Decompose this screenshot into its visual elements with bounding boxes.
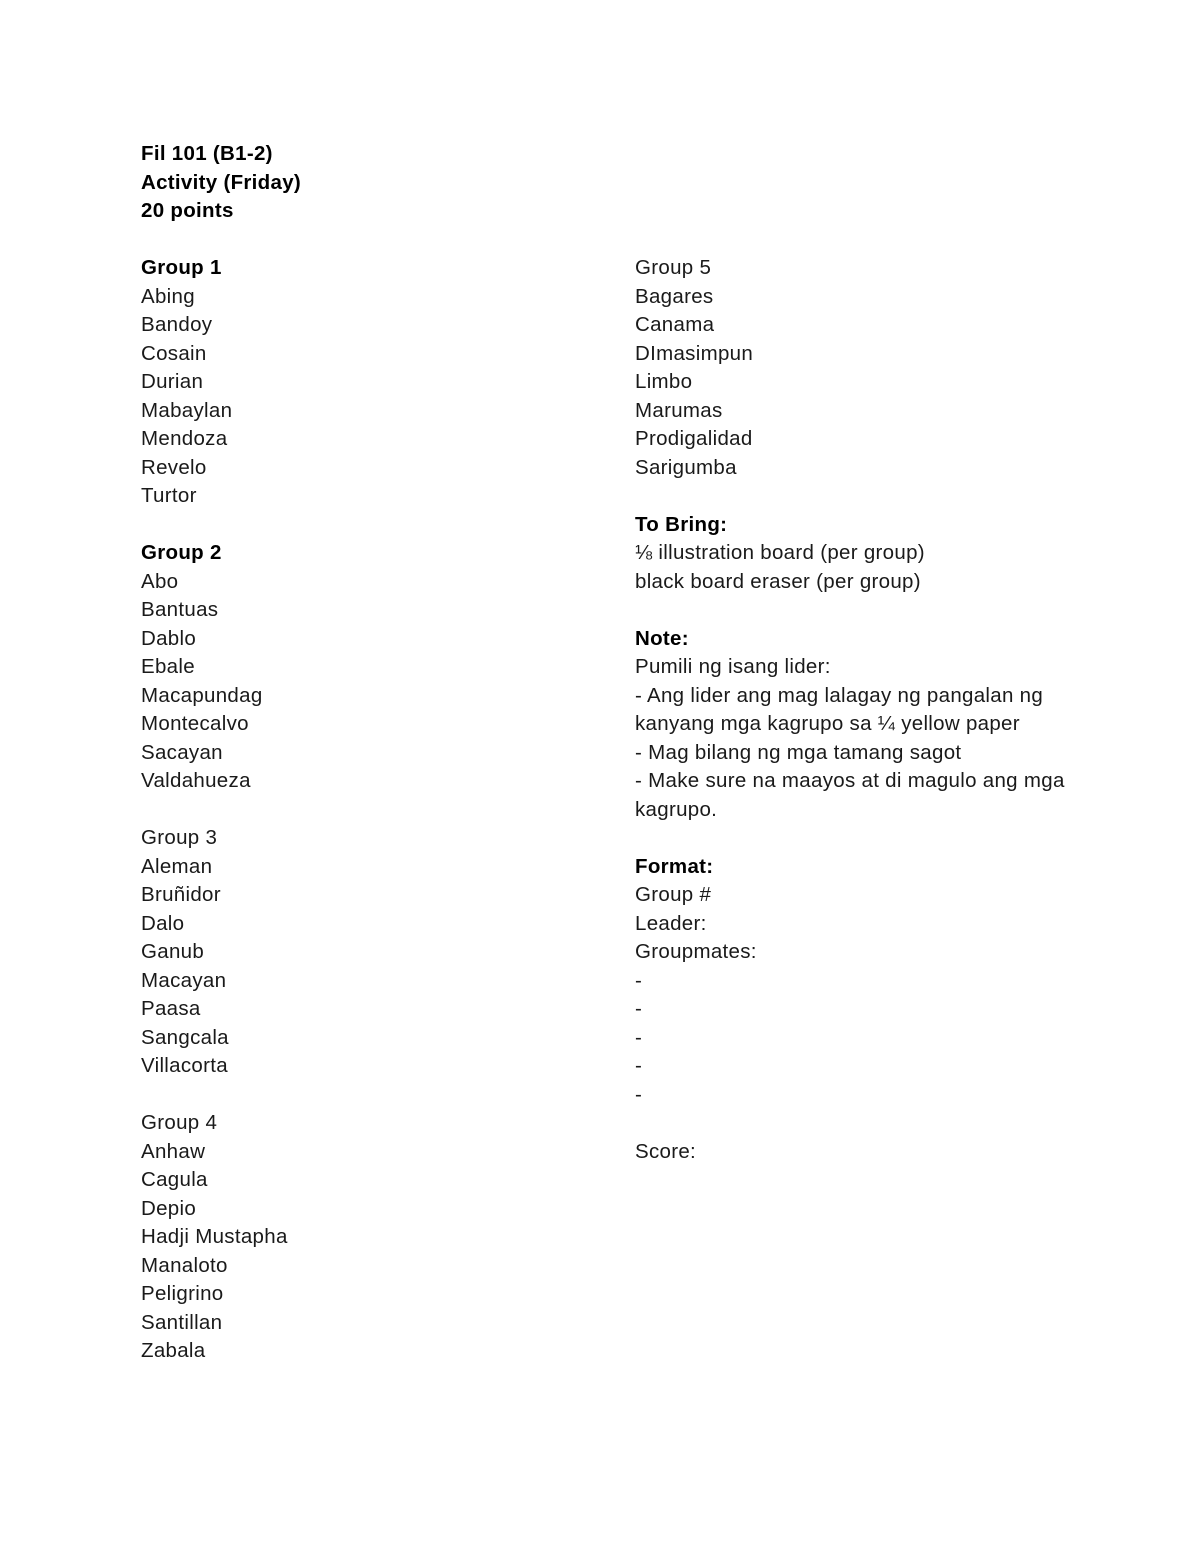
member-name: Canama (635, 313, 715, 336)
member-name: Villacorta (141, 1054, 228, 1077)
note-item: - Ang lider ang mag lalagay ng pangalan ng kanyang mga kagrupo sa ¼ yellow paper (635, 683, 1044, 735)
member-name: Ganub (141, 940, 205, 963)
activity-title: Activity (Friday) (141, 170, 302, 194)
group-5-section (635, 254, 1085, 482)
member-name: DImasimpun (635, 341, 754, 365)
member-name: Revelo (141, 455, 207, 479)
member-name: Aleman (141, 854, 213, 878)
to-bring-title: To Bring: (635, 512, 728, 536)
member-name: Dalo (141, 911, 185, 935)
to-bring-item: ⅛ illustration board (per group) (635, 541, 925, 564)
spacer (141, 226, 581, 255)
note-item: - Make sure na maayos at di magulo ang mga kagrupo. (635, 769, 1065, 821)
group-4-section (141, 1109, 581, 1366)
member-name: Limbo (635, 370, 693, 393)
group-title: Group 5 (635, 256, 712, 279)
member-name: Sarigumba (635, 455, 737, 479)
member-name: Dablo (141, 626, 197, 650)
member-name: Bandoy (141, 313, 213, 336)
member-name: Macayan (141, 968, 227, 992)
score-label: Score: (635, 1139, 697, 1163)
member-name: Bagares (635, 284, 714, 308)
format-dash: - (635, 997, 643, 1020)
member-name: Cagula (141, 1168, 208, 1191)
group-3-section (141, 824, 581, 1081)
note-title: Note: (635, 626, 689, 650)
member-name: Abo (141, 569, 179, 593)
group-title: Group 3 (141, 826, 218, 849)
format-line: Groupmates: (635, 940, 757, 963)
member-name: Sangcala (141, 1025, 229, 1049)
member-name: Bruñidor (141, 883, 221, 906)
member-name: Durian (141, 370, 204, 393)
member-name: Mendoza (141, 427, 228, 450)
format-title: Format: (635, 854, 714, 878)
format-dash: - (635, 1025, 643, 1049)
to-bring-item: black board eraser (per group) (635, 569, 921, 593)
member-name: Peligrino (141, 1282, 224, 1305)
member-name: Depio (141, 1196, 197, 1220)
points-label: 20 points (141, 199, 234, 222)
course-title: Fil 101 (B1-2) (141, 142, 273, 165)
member-name: Anhaw (141, 1139, 206, 1163)
format-dash: - (635, 968, 643, 992)
member-name: Mabaylan (141, 398, 233, 422)
member-name: Valdahueza (141, 769, 251, 792)
member-name: Santillan (141, 1310, 223, 1334)
to-bring-section (635, 511, 1085, 597)
spacer (635, 1109, 1085, 1138)
member-name: Manaloto (141, 1253, 228, 1277)
note-section (635, 625, 1085, 825)
member-name: Sacayan (141, 740, 223, 764)
format-line: Leader: (635, 911, 707, 935)
format-dash: - (635, 1054, 643, 1077)
format-section (635, 853, 1085, 1167)
member-name: Ebale (141, 655, 195, 678)
spacer (141, 796, 581, 825)
member-name: Paasa (141, 997, 201, 1020)
group-title: Group 1 (141, 256, 222, 279)
group-1-section (141, 254, 581, 511)
group-2-section (141, 539, 581, 796)
member-name: Bantuas (141, 598, 219, 621)
member-name: Macapundag (141, 683, 263, 707)
right-column (635, 254, 1085, 1166)
member-name: Cosain (141, 341, 207, 365)
spacer (141, 1081, 581, 1110)
format-dash: - (635, 1082, 643, 1106)
member-name: Zabala (141, 1339, 206, 1362)
group-title: Group 2 (141, 541, 222, 564)
member-name: Prodigalidad (635, 427, 753, 450)
member-name: Montecalvo (141, 712, 249, 735)
note-intro: Pumili ng isang lider: (635, 655, 831, 678)
member-name: Abing (141, 284, 195, 308)
note-item: - Mag bilang ng mga tamang sagot (635, 740, 962, 764)
spacer (635, 824, 1085, 853)
spacer (635, 596, 1085, 625)
member-name: Hadji Mustapha (141, 1225, 288, 1248)
group-title: Group 4 (141, 1111, 218, 1134)
member-name: Marumas (635, 398, 723, 422)
left-column (141, 140, 581, 1366)
spacer (141, 511, 581, 540)
member-name: Turtor (141, 484, 197, 507)
spacer (635, 482, 1085, 511)
format-line: Group # (635, 883, 712, 906)
